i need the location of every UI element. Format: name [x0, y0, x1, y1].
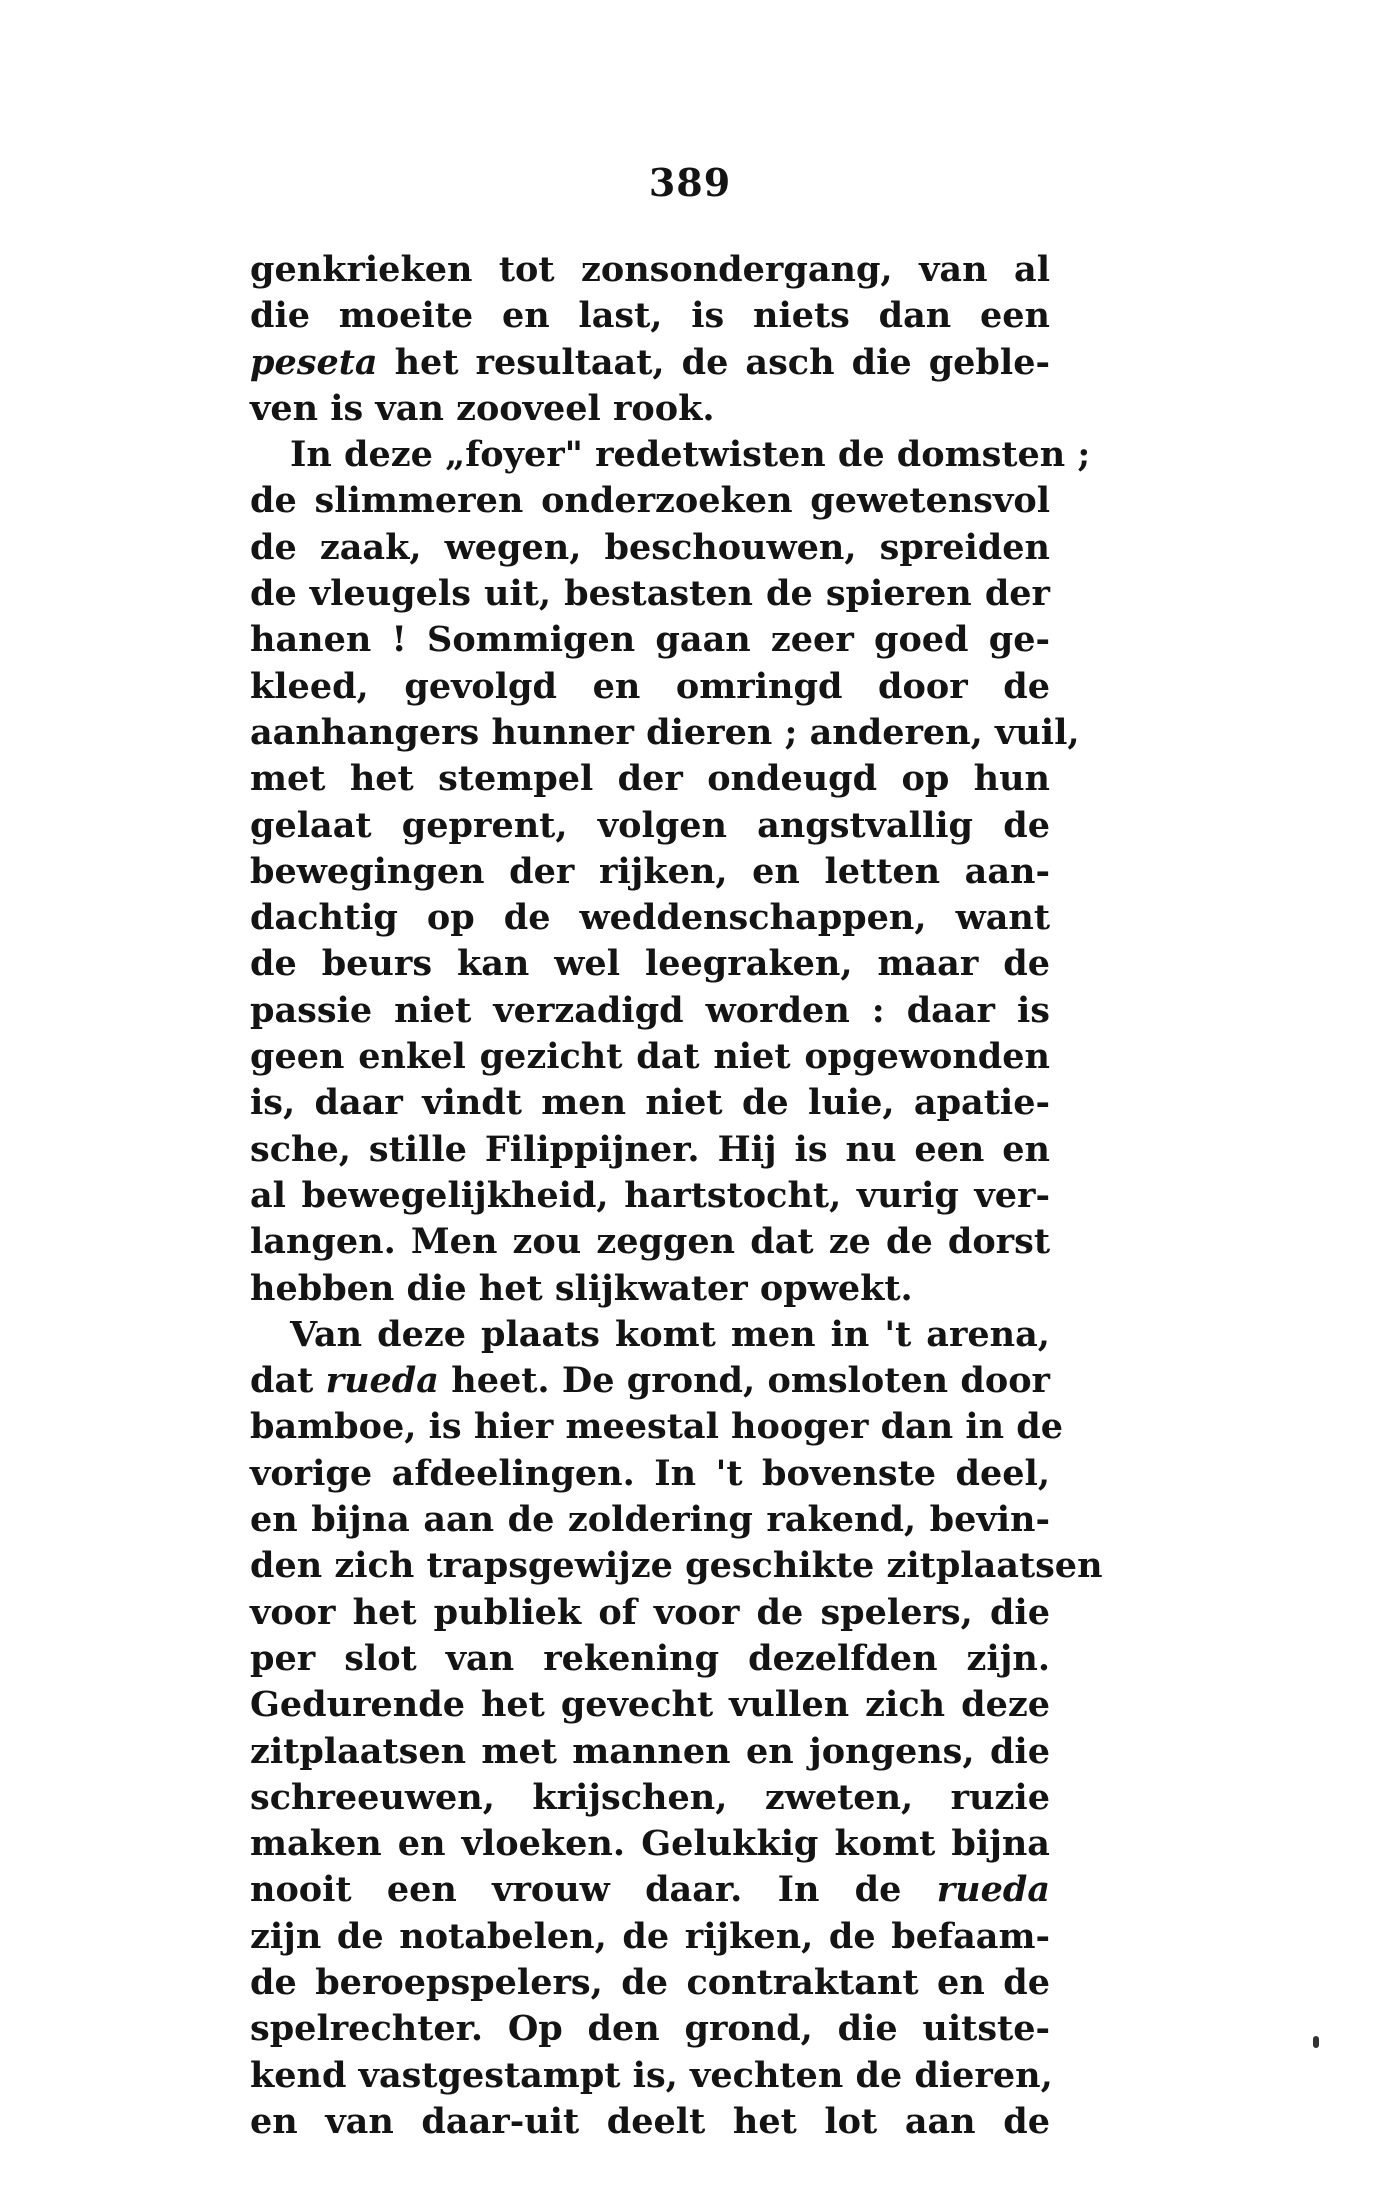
- text-line: [250, 1867, 1050, 1913]
- text-line: die moeite en last, is niets dan een: [250, 295, 1050, 337]
- text-line: hanen ! Sommigen gaan zeer goed ge-: [250, 619, 1050, 661]
- text-line: passie niet verzadigd worden : daar is: [250, 989, 1050, 1031]
- text-line: vorige afdeelingen. In 't bovenste deel,: [250, 1452, 1050, 1494]
- text-line: geen enkel gezicht dat niet opgewonden: [250, 1036, 1050, 1078]
- text-line: bewegingen der rijken, en letten aan-: [250, 850, 1050, 892]
- text-line: In deze „foyer" redetwisten de domsten ;: [290, 434, 1091, 476]
- text-line: aanhangers hunner dieren ; anderen, vuil,: [250, 711, 1080, 753]
- text-line: maken en vloeken. Gelukkig komt bijna: [250, 1823, 1050, 1865]
- text-line: voor het publiek of voor de spelers, die: [250, 1591, 1050, 1633]
- text-run: dat: [250, 1360, 326, 1402]
- text-line: Van deze plaats komt men in 't arena,: [290, 1313, 1050, 1355]
- text-line: de zaak, wegen, beschouwen, spreiden: [250, 526, 1050, 568]
- text-line: sche, stille Filippijner. Hij is nu een en: [250, 1128, 1050, 1170]
- text-line: kend vastgestampt is, vechten de dieren,: [250, 2054, 1053, 2096]
- text-line: schreeuwen, krijschen, zweten, ruzie: [250, 1776, 1050, 1818]
- text-line: en van daar-uit deelt het lot aan de: [250, 2100, 1050, 2142]
- text-line: langen. Men zou zeggen dat ze de dorst: [250, 1221, 1050, 1263]
- text-line: de slimmeren onderzoeken gewetensvol: [250, 480, 1050, 522]
- italic-term: peseta: [250, 341, 378, 383]
- page-number: 389: [648, 160, 732, 205]
- text-line: [250, 1358, 1050, 1404]
- text-line: genkrieken tot zonsondergang, van al: [250, 249, 1050, 290]
- text-run: nooit een vrouw daar. In de: [250, 1869, 937, 1911]
- ink-speck: [1313, 2036, 1319, 2048]
- text-line: den zich trapsgewijze geschikte zitplaatsen: [250, 1545, 1103, 1587]
- text-line: kleed, gevolgd en omringd door de: [250, 665, 1050, 707]
- text-line: gelaat geprent, volgen angstvallig de: [250, 804, 1050, 846]
- italic-term: rueda: [936, 1869, 1050, 1911]
- text-line: Gedurende het gevecht vullen zich deze: [250, 1684, 1050, 1726]
- text-line: spelrechter. Op den grond, die uitste-: [250, 2008, 1050, 2050]
- italic-term: rueda: [325, 1360, 439, 1402]
- text-line: al bewegelijkheid, hartstocht, vurig ver-: [250, 1174, 1050, 1216]
- text-line: de beroepspelers, de contraktant en de: [250, 1961, 1050, 2003]
- body-text: [250, 247, 1103, 2145]
- text-line: [250, 340, 1050, 386]
- text-line: dachtig op de weddenschappen, want: [250, 897, 1050, 939]
- text-line: en bijna aan de zoldering rakend, bevin-: [250, 1499, 1050, 1541]
- text-line: de vleugels uit, bestasten de spieren der: [250, 573, 1050, 615]
- text-line: hebben die het slijkwater opwekt.: [250, 1267, 913, 1309]
- text-line: ven is van zooveel rook.: [250, 387, 715, 429]
- text-line: zitplaatsen met mannen en jongens, die: [250, 1730, 1050, 1772]
- text-line: is, daar vindt men niet de luie, apatie-: [250, 1082, 1050, 1124]
- text-run: heet. De grond, omsloten door: [438, 1360, 1050, 1402]
- text-line: de beurs kan wel leegraken, maar de: [250, 943, 1050, 985]
- text-line: met het stempel der ondeugd op hun: [250, 758, 1050, 800]
- text-run: het resultaat, de asch die geble-: [377, 341, 1050, 383]
- text-line: bamboe, is hier meestal hooger dan in de: [250, 1406, 1064, 1448]
- text-line: per slot van rekening dezelfden zijn.: [250, 1637, 1050, 1679]
- text-line: zijn de notabelen, de rijken, de befaam-: [250, 1915, 1050, 1957]
